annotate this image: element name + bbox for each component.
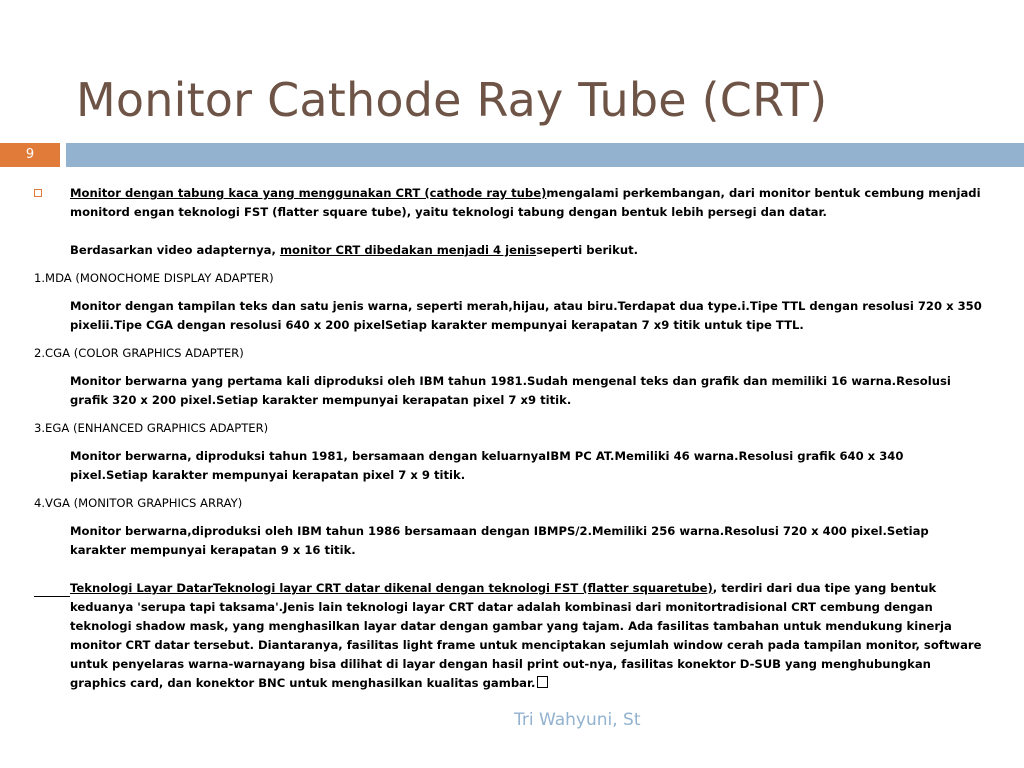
item-heading: 4.VGA (MONITOR GRAPHICS ARRAY) xyxy=(34,496,243,510)
placeholder-box-icon xyxy=(537,676,548,688)
flat-panel-link[interactable]: Teknologi Layar DatarTeknologi layar CRT datar dikenal dengan teknologi FST (flatter squaretube) xyxy=(70,581,713,595)
slide-title: Monitor Cathode Ray Tube (CRT) xyxy=(76,73,828,127)
item-body: Monitor berwarna, diproduksi tahun 1981, bersamaan dengan keluarnyaIBM PC AT.Memiliki 46 warna.Resolusi grafik 640 x 340 pixel.Setiap karakter mempunyai kerapatan pixel 7 x 9 titik. xyxy=(70,449,904,482)
item-body: Monitor berwarna yang pertama kali diproduksi oleh IBM tahun 1981.Sudah mengenal teks dan grafik dan memiliki 16 warna.Resolusi grafik 320 x 200 pixel.Setiap karakter mempunyai kerapatan pixel 7 x9 titik. xyxy=(70,374,951,407)
item-body: Monitor berwarna,diproduksi oleh IBM tahun 1986 bersamaan dengan IBMPS/2.Memiliki 256 warna.Resolusi 720 x 400 pixel.Setiap karakter mempunyai kerapatan 9 x 16 titik. xyxy=(70,524,929,557)
item-body: Monitor dengan tampilan teks dan satu jenis warna, seperti merah,hijau, atau biru.Terdapat dua type.i.Tipe TTL dengan resolusi 720 x 350 pixelii.Tipe CGA dengan resolusi 640 x 200 pixelSetiap karakter mempunyai kerapatan 7 x9 titik untuk tipe TTL. xyxy=(70,299,982,332)
flat-panel-paragraph xyxy=(34,579,984,693)
slide-number: 9 xyxy=(0,143,60,167)
square-bullet-icon xyxy=(34,189,42,197)
intro-paragraph xyxy=(34,184,984,222)
adapter-paragraph xyxy=(34,241,984,260)
divider-line xyxy=(34,596,70,597)
adapter-prefix: Berdasarkan video adapternya, xyxy=(70,243,280,257)
intro-link[interactable]: Monitor dengan tabung kaca yang menggunakan CRT (cathode ray tube) xyxy=(70,186,547,200)
intro-text: mengalami perkembangan, dari monitor bentuk cembung menjadi monitord engan teknologi FST (flatter square tube), yaitu teknologi tabung dengan bentuk lebih persegi dan datar. xyxy=(70,186,981,219)
adapter-link[interactable]: monitor CRT dibedakan menjadi 4 jenis xyxy=(279,243,537,257)
adapter-suffix: seperti berikut. xyxy=(536,243,639,257)
item-heading: 1.MDA (MONOCHOME DISPLAY ADAPTER) xyxy=(34,271,274,285)
flat-panel-text: , terdiri dari dua tipe yang bentuk keduanya 'serupa tapi taksama'.Jenis lain teknologi layar CRT datar adalah kombinasi dari monitortradisional CRT cembung dengan teknologi shadow mask, yang menghasilkan layar datar dengan gambar yang tajam. Ada fasilitas tambahan untuk mendukung kinerja monitor CRT datar tersebut. Diantaranya, fasilitas light frame untuk menciptakan sejumlah window cerah pada tampilan monitor, software untuk penyelaras warna-warnayang bisa dilihat di layar dengan hasil print out-nya, fasilitas konektor D-SUB yang menghubungkan graphics card, dan konektor BNC untuk menghasilkan kualitas gambar. xyxy=(70,581,982,690)
item-heading: 2.CGA (COLOR GRAPHICS ADAPTER) xyxy=(34,346,244,360)
footer-author: Tri Wahyuni, St xyxy=(514,710,641,730)
slide-body xyxy=(34,184,984,693)
item-heading: 3.EGA (ENHANCED GRAPHICS ADAPTER) xyxy=(34,421,269,435)
header-bar xyxy=(66,143,1024,167)
